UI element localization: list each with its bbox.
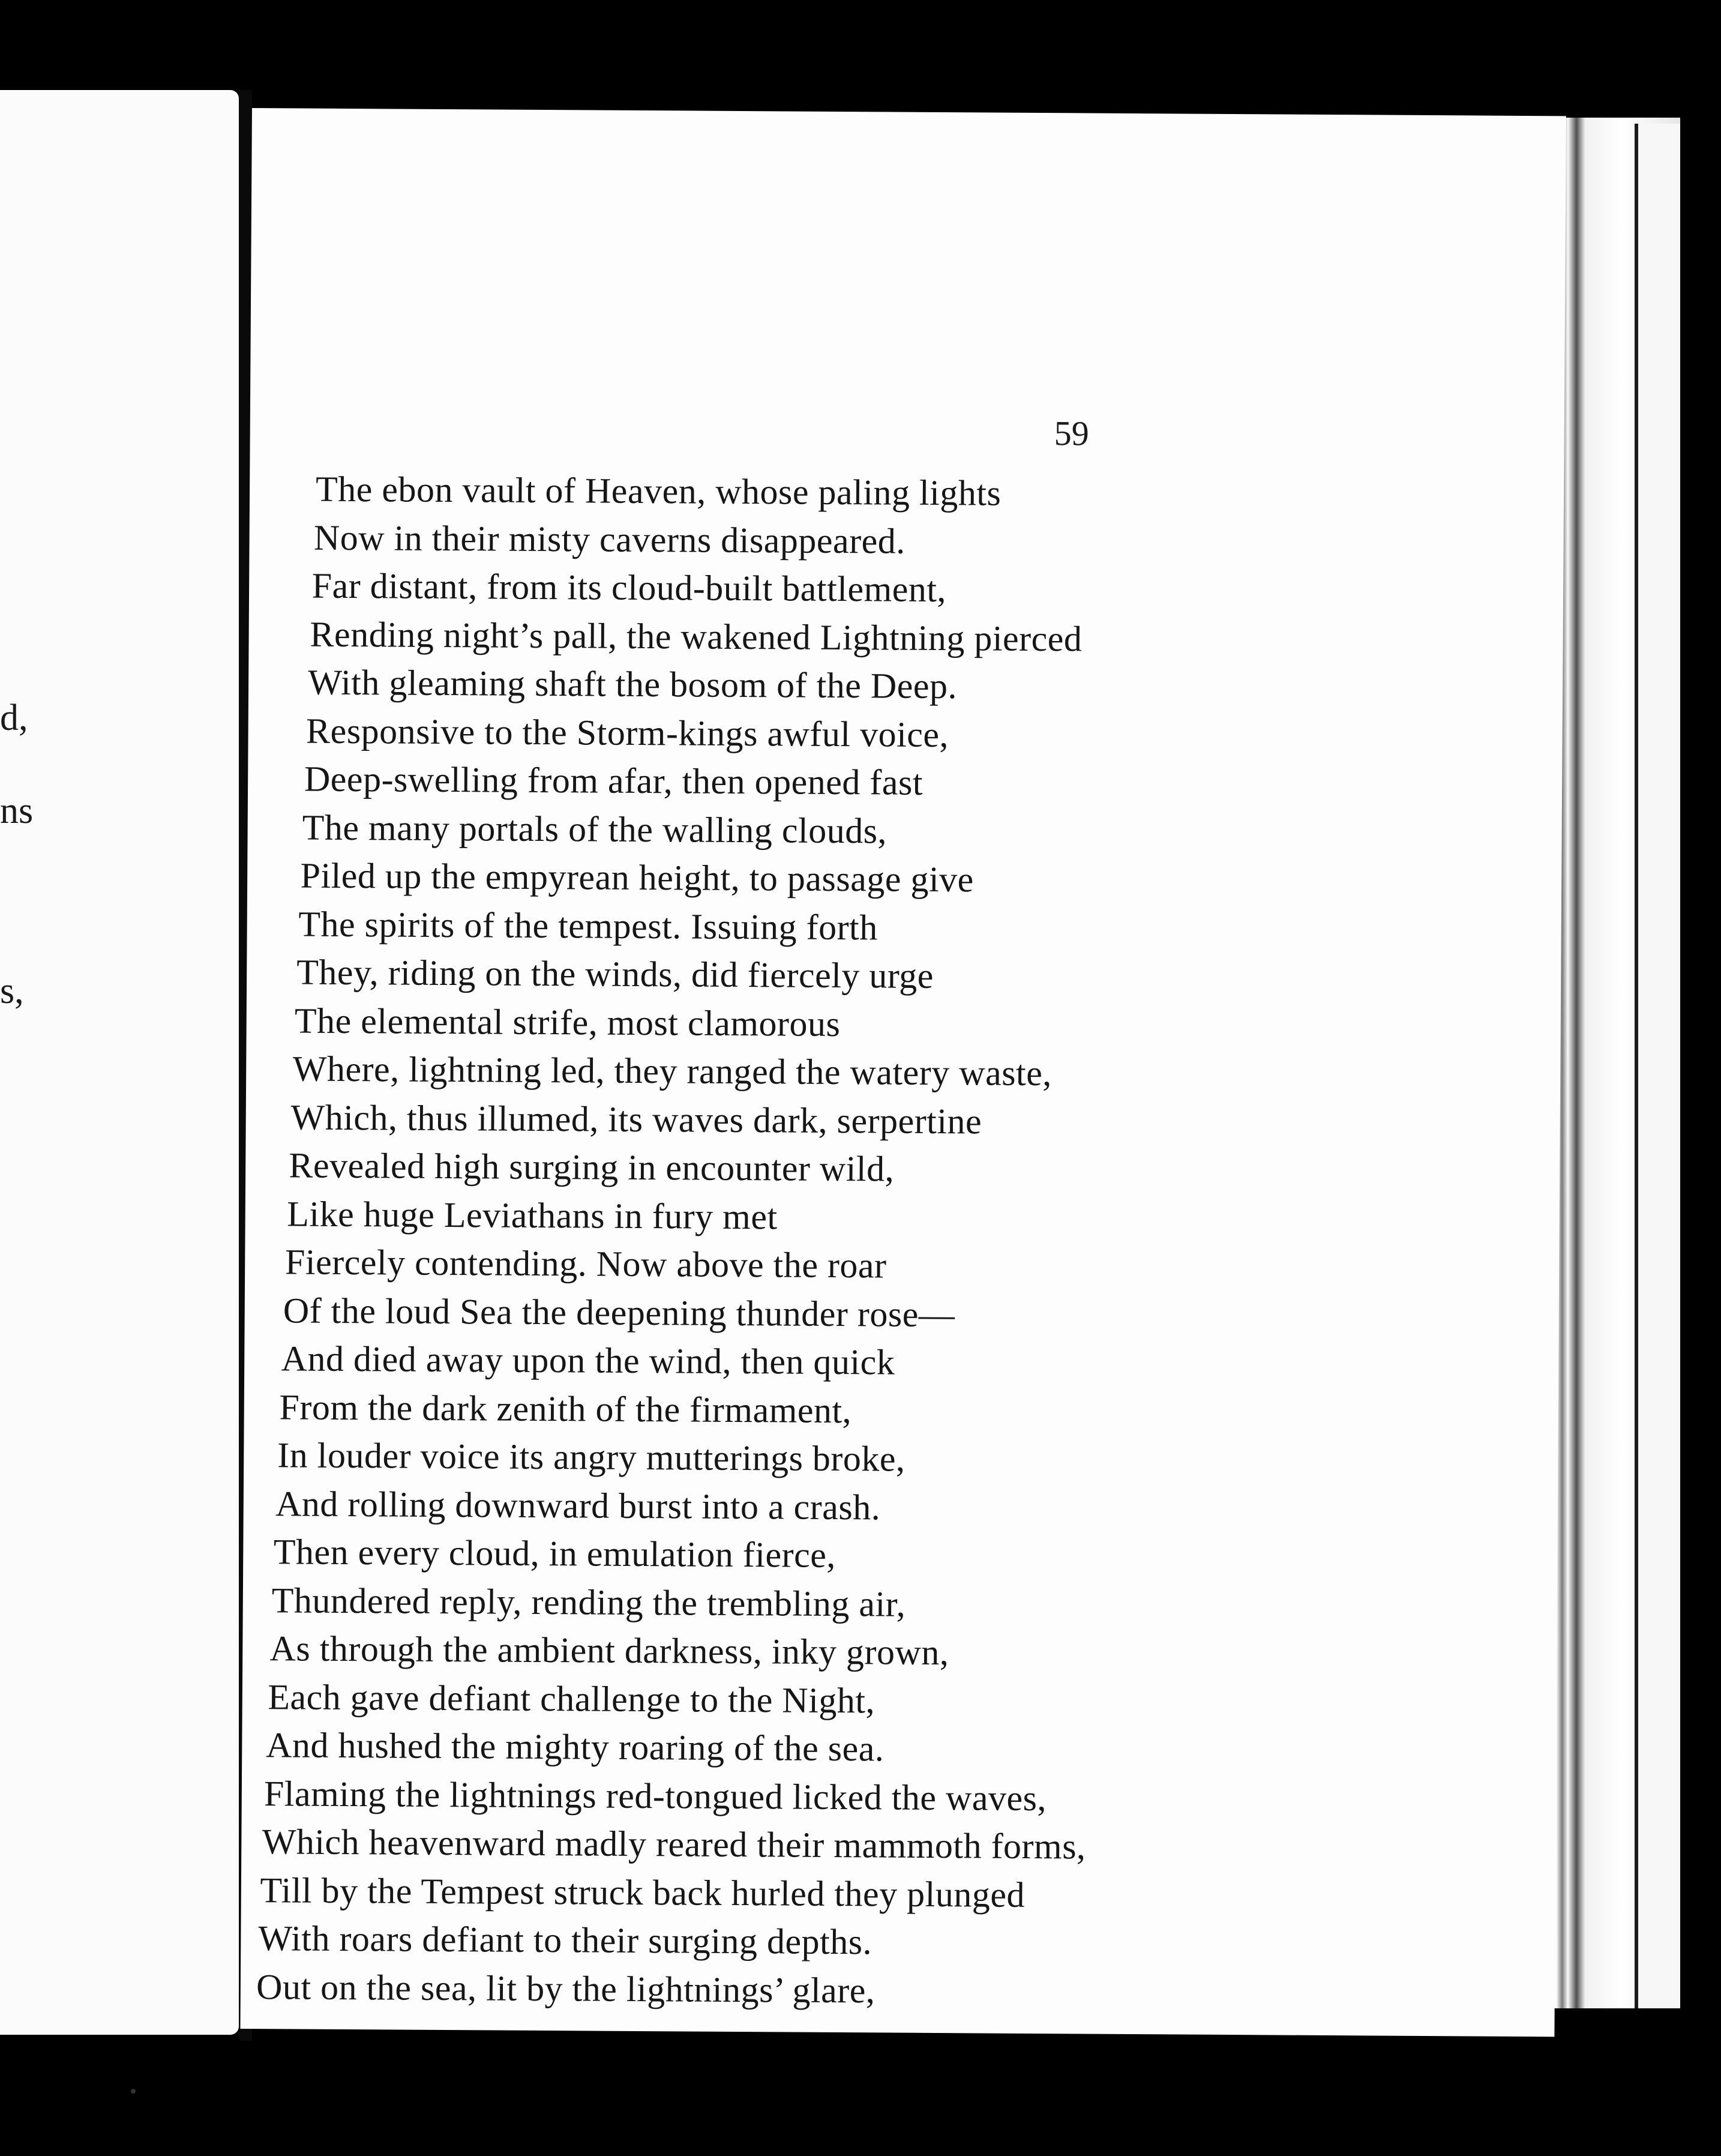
poem-line: With gleaming shaft the bosom of the Deep. [308,662,958,706]
poem-line: As through the ambient darkness, inky grown, [269,1628,949,1673]
poem-line: Now in their misty caverns disappeared. [313,517,906,561]
left-page-fragment: ns [0,790,34,831]
poem-line: Far distant, from its cloud-built battlement, [311,565,947,610]
poem-line: And rolling downward burst into a crash. [275,1483,881,1527]
poem-line: Piled up the empyrean height, to passage give [300,855,974,900]
poem-line: Which, thus illumed, its waves dark, serpertine [290,1097,982,1141]
poem-line: Like huge Leviathans in fury met [287,1193,778,1236]
poem-line: Of the loud Sea the deepening thunder rose— [283,1290,955,1334]
poem-line: With roars defiant to their surging depths. [258,1918,873,1962]
poem-line: Flaming the lightnings red-tongued licked the waves, [263,1773,1047,1818]
poem-line: From the dark zenith of the firmament, [279,1387,852,1430]
poem-line: And hushed the mighty roaring of the sea. [265,1725,885,1769]
poem-line: Each gave defiant challenge to the Night, [268,1676,876,1720]
poem-line: The ebon vault of Heaven, whose paling lights [315,469,1002,513]
ink-speck [131,2089,136,2094]
book-page [240,108,1566,2037]
poem-line: Fiercely contending. Now above the roar [284,1242,887,1286]
poem-line: Deep-swelling from afar, then opened fast [304,759,924,802]
poem-line: Where, lightning led, they ranged the watery waste, [292,1049,1053,1094]
left-page-fragment: s, [0,971,24,1011]
poem-line: Out on the sea, lit by the lightnings’ glare, [256,1966,876,2010]
poem-line: Thundered reply, rending the trembling air, [271,1580,906,1624]
poem-line: And died away upon the wind, then quick [281,1338,895,1382]
poem-line: The many portals of the walling clouds, [302,807,888,851]
poem-line: They, riding on the winds, did fiercely urge [296,952,934,996]
previous-page [0,90,239,2035]
poem-line: Rending night’s pall, the wakened Lightning pierced [310,614,1083,658]
poem-line: Then every cloud, in emulation fierce, [273,1532,836,1575]
poem-line: The elemental strife, most clamorous [294,1000,841,1044]
left-page-fragment: d, [0,697,28,738]
page-number: 59 [1054,414,1089,453]
poem-line: Responsive to the Storm-kings awful voice, [305,711,949,754]
poem-line: In louder voice its angry mutterings broke, [277,1435,906,1479]
poem-line: The spirits of the tempest. Issuing forth [298,903,878,947]
poem-line: Revealed high surging in encounter wild, [289,1145,895,1189]
poem-line: Which heavenward madly reared their mammoth forms, [262,1822,1086,1867]
poem-line: Till by the Tempest struck back hurled they plunged [260,1870,1026,1915]
